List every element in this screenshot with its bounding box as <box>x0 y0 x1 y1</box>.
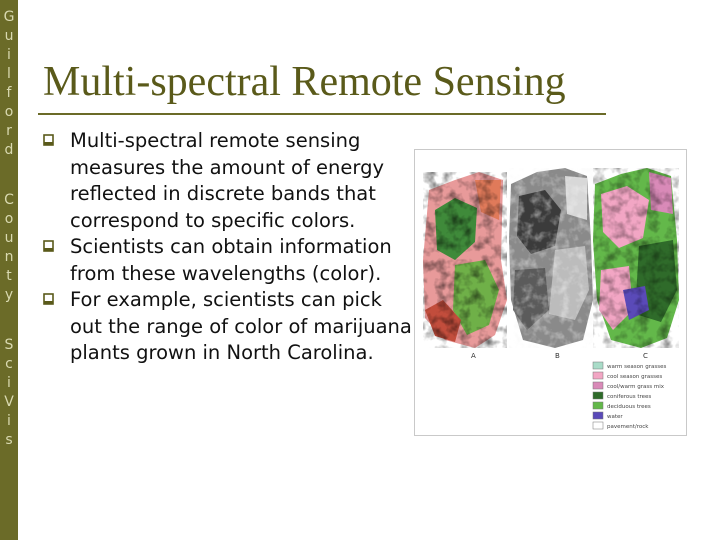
sidebar-letter: o <box>4 211 14 227</box>
sidebar-letter: V <box>4 394 14 410</box>
bullet-item <box>41 128 413 234</box>
panel-b <box>509 168 593 348</box>
legend-label: deciduous trees <box>607 404 651 410</box>
sidebar-letter: i <box>7 375 11 391</box>
remote-sensing-figure <box>414 149 687 436</box>
sidebar-letter: s <box>5 432 13 448</box>
panel-label-b: B <box>555 352 560 360</box>
sidebar-letter: C <box>4 192 14 208</box>
sidebar-stripe <box>0 0 18 540</box>
sidebar-letter: y <box>4 287 14 303</box>
sidebar-letter: o <box>4 104 14 120</box>
sidebar-letter: r <box>6 123 12 139</box>
square-bullet-icon <box>43 293 55 306</box>
sidebar-letter: S <box>4 337 14 353</box>
legend-swatch <box>593 422 603 429</box>
sidebar-letter: c <box>5 356 13 372</box>
sidebar-letter: i <box>7 413 11 429</box>
bullet-text: For example, scientists can pick out the range of color of marijuana plants grown in North Carolina. <box>70 288 412 364</box>
sidebar-letter: i <box>7 47 11 63</box>
title-divider <box>38 113 606 115</box>
legend-swatch <box>593 362 603 369</box>
legend-label: water <box>607 414 623 420</box>
sidebar-letter: n <box>4 249 14 265</box>
sidebar-letter: u <box>4 28 14 44</box>
panel-c <box>593 168 679 348</box>
satellite-image-panels <box>415 150 686 435</box>
sidebar-vertical-text <box>0 8 18 450</box>
slide-title: Multi-spectral Remote Sensing <box>43 59 566 105</box>
panel-label-c: C <box>643 352 648 360</box>
panel-a <box>423 172 507 348</box>
bullet-item <box>41 234 413 287</box>
sidebar-letter: l <box>7 66 11 82</box>
bullet-text: Multi-spectral remote sensing measures the amount of energy reflected in discrete bands that correspond to specific colors. <box>70 129 384 232</box>
legend-label: cool season grasses <box>607 374 663 380</box>
legend-label: cool/warm grass mix <box>607 384 665 390</box>
panel-label-a: A <box>471 352 476 360</box>
sidebar-letter: t <box>6 268 12 284</box>
legend-swatch <box>593 392 603 399</box>
bullet-text: Scientists can obtain information from these wavelengths (color). <box>70 235 392 285</box>
legend-swatch <box>593 372 603 379</box>
legend-label: pavement/rock <box>607 424 649 430</box>
legend-label: warm season grasses <box>607 364 667 370</box>
square-bullet-icon <box>43 240 55 253</box>
legend-swatch <box>593 402 603 409</box>
sidebar-letter: u <box>4 230 14 246</box>
square-bullet-icon <box>43 134 55 147</box>
legend-swatch <box>593 382 603 389</box>
bullet-item <box>41 287 413 367</box>
bullet-list <box>41 128 413 367</box>
sidebar-letter: G <box>3 9 15 25</box>
figure-legend <box>593 362 666 430</box>
legend-swatch <box>593 412 603 419</box>
sidebar-letter: d <box>4 142 14 158</box>
sidebar-letter: f <box>6 85 12 101</box>
legend-label: coniferous trees <box>607 394 652 400</box>
